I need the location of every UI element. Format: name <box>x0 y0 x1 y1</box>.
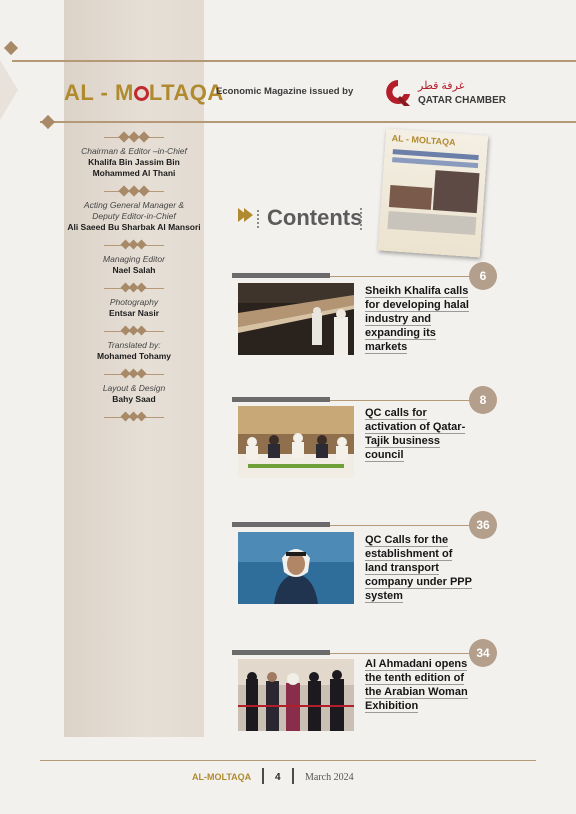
dotted-separator <box>257 210 261 228</box>
entry-title[interactable] <box>365 533 475 603</box>
cover-title: AL - MOLTAQA <box>391 132 456 148</box>
masthead-ornament <box>64 239 204 251</box>
header-diamond-bottom <box>41 115 55 129</box>
masthead-role: Managing Editor <box>103 254 165 264</box>
masthead-ornament <box>64 131 204 143</box>
masthead-name: Khalifa Bin Jassim Bin Mohammed Al Thani <box>88 157 180 178</box>
entry-page-badge[interactable]: 34 <box>469 639 497 667</box>
masthead-name: Mohamed Tohamy <box>97 351 171 361</box>
publisher-arabic-name: غرفة قطر <box>418 80 465 92</box>
cover-photo <box>389 185 432 210</box>
masthead-ornament <box>64 325 204 337</box>
masthead-role: Layout & Design <box>102 383 166 393</box>
masthead-role: Photography <box>109 297 159 307</box>
footer-divider <box>262 768 264 784</box>
entry-top-bar <box>232 273 330 278</box>
entry-title-text[interactable]: QC calls for activation of Qatar-Tajik business council <box>365 407 466 461</box>
issue-date: March 2024 <box>305 772 354 783</box>
publisher-name: QATAR CHAMBER <box>418 95 506 106</box>
masthead-name: Bahy Saad <box>112 394 156 404</box>
entry-photo[interactable] <box>238 659 354 731</box>
entry-title[interactable] <box>365 406 475 462</box>
header-diamond-top <box>4 41 18 55</box>
qatar-chamber-logo-icon <box>384 78 412 108</box>
entry-page-badge[interactable]: 8 <box>469 386 497 414</box>
masthead <box>64 128 204 426</box>
masthead-ornament <box>64 411 204 423</box>
logo-text-right: LTAQA <box>148 80 224 105</box>
entry-title-text[interactable]: QC Calls for the establishment of land transport company under PPP system <box>365 534 472 602</box>
entry-title[interactable] <box>365 657 475 713</box>
entry-rule <box>330 653 472 654</box>
entry-rule <box>330 525 472 526</box>
header-top-rule <box>12 60 576 62</box>
footer-logo-text: AL-MOLTAQA <box>192 772 252 782</box>
entry-title-text[interactable]: Sheikh Khalifa calls for developing halal industry and expanding its markets <box>365 285 469 353</box>
entry-title-text[interactable]: Al Ahmadani opens the tenth edition of the Arabian Woman Exhibition <box>365 658 468 712</box>
masthead-name: Nael Salah <box>112 265 156 275</box>
masthead-ornament <box>64 368 204 380</box>
footer-divider <box>292 768 294 784</box>
masthead-role: Translated by: <box>107 340 161 350</box>
entry-photo[interactable] <box>238 532 354 604</box>
magazine-cover-thumbnail <box>378 129 488 258</box>
cover-photo <box>433 170 480 213</box>
masthead-name: Ali Saeed Bu Sharbak Al Mansori <box>67 222 201 232</box>
dotted-separator <box>360 208 364 230</box>
cover-photo <box>387 211 476 235</box>
masthead-role: Chairman & Editor –in-Chief <box>81 146 187 156</box>
footer-logo <box>192 772 251 782</box>
logo-text-left: AL - M <box>64 80 134 105</box>
entry-photo[interactable] <box>238 406 354 478</box>
left-chevron-ornament <box>0 60 18 120</box>
entry-top-bar <box>232 522 330 527</box>
contents-title-text: Contents <box>267 205 363 230</box>
masthead-ornament <box>64 185 204 197</box>
entry-title[interactable] <box>365 284 475 354</box>
header-bottom-rule <box>40 121 576 123</box>
footer-rule <box>40 760 536 761</box>
entry-top-bar <box>232 397 330 402</box>
entry-rule <box>330 276 472 277</box>
magazine-tagline: Economic Magazine issued by <box>216 86 354 97</box>
masthead-role: Acting General Manager & Deputy Editor-in-Chief <box>83 200 185 221</box>
masthead-name: Entsar Nasir <box>108 308 160 318</box>
magazine-logo <box>64 80 224 106</box>
entry-page-badge[interactable]: 6 <box>469 262 497 290</box>
masthead-ornament <box>64 282 204 294</box>
play-arrow-icon <box>244 208 253 222</box>
logo-ring-icon <box>134 86 149 101</box>
entry-page-badge[interactable]: 36 <box>469 511 497 539</box>
entry-rule <box>330 400 472 401</box>
entry-photo[interactable] <box>238 283 354 355</box>
contents-heading <box>238 205 362 231</box>
entry-top-bar <box>232 650 330 655</box>
page-number: 4 <box>275 772 281 783</box>
